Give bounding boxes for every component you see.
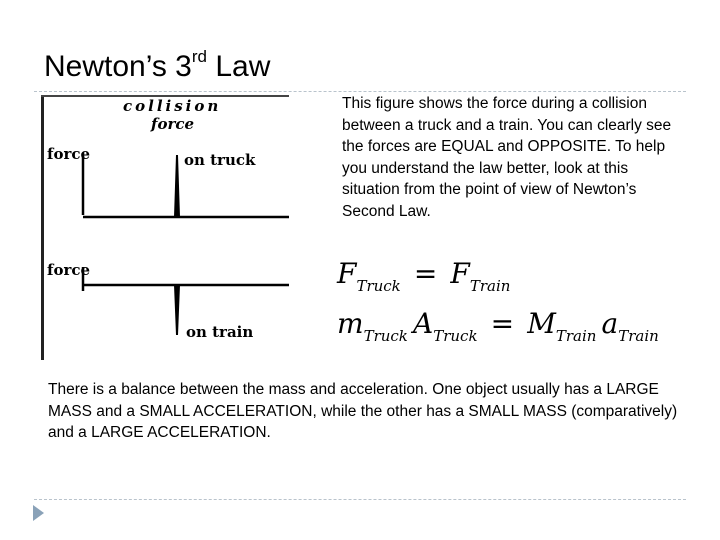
eq1-lhs-sub: Truck	[356, 277, 401, 295]
force-graph-svg	[41, 95, 289, 360]
bottom-force-spike	[175, 285, 179, 335]
eq2-M-sub: Train	[555, 327, 597, 345]
top-axis-label: force	[47, 145, 91, 163]
title-superscript: rd	[191, 47, 207, 66]
figure-frame-left	[41, 95, 44, 360]
eq2-equals: =	[490, 307, 515, 340]
eq2-a2: a	[601, 307, 619, 340]
paragraph-balance-explanation: There is a balance between the mass and acceleration. One object usually has a LARGE MASS and a SMALL ACCELERATION, while the other has a SMALL MASS (comparatively) and a LARGE ACCELERATION.	[48, 381, 678, 442]
equation-mass-acceleration	[337, 307, 659, 345]
slide-title	[44, 47, 271, 84]
eq1-equals: =	[413, 257, 438, 290]
eq2-a-sub: Truck	[433, 327, 478, 345]
top-trace-label: on truck	[184, 151, 256, 169]
equation-forces-equal	[337, 257, 510, 295]
eq1-rhs: F	[450, 257, 470, 290]
top-force-spike	[175, 155, 179, 217]
bottom-trace-label: on train	[186, 323, 254, 341]
paragraph-figure-description: This figure shows the force during a collision between a truck and a train. You can clearly see the forces are EQUAL and OPPOSITE. To help you understand the law better, look at this situation from the point of view of Newton’s Second Law.	[342, 95, 672, 220]
eq1-rhs-sub: Train	[469, 277, 511, 295]
collision-force-figure	[41, 95, 289, 360]
triangle-right-icon[interactable]	[33, 505, 44, 521]
eq2-a2-sub: Train	[618, 327, 659, 345]
eq2-m: m	[337, 307, 364, 340]
eq2-M: M	[527, 307, 556, 340]
figure-caption-line1: collision	[123, 97, 222, 115]
figure-frame-top	[41, 95, 289, 97]
bottom-axis-label: force	[47, 261, 91, 279]
title-end: Law	[207, 50, 271, 83]
top-divider	[34, 91, 686, 92]
eq2-m-sub: Truck	[363, 327, 408, 345]
title-main: Newton’s 3	[44, 50, 192, 83]
eq2-a: A	[412, 307, 434, 340]
figure-caption-line2: force	[151, 115, 195, 133]
eq1-lhs: F	[337, 257, 357, 290]
bottom-divider	[34, 499, 686, 500]
